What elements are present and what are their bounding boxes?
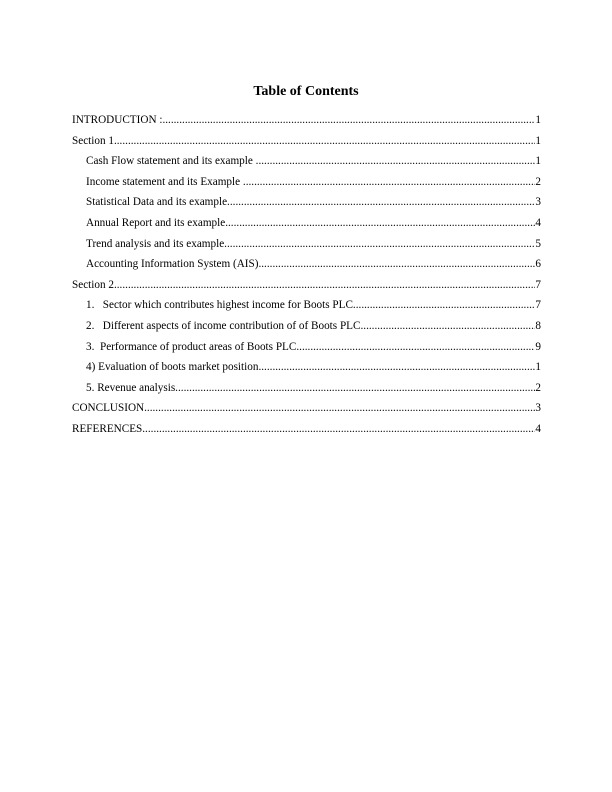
toc-entry-label: Section 1 [72, 134, 114, 147]
toc-entry-income-contribution-aspects[interactable] [72, 319, 541, 340]
toc-dot-leader [353, 298, 535, 312]
toc-entry-highest-income-sector[interactable] [72, 298, 541, 319]
toc-entry-page: 8 [535, 319, 541, 332]
toc-dot-leader [175, 381, 535, 395]
toc-entry-accounting-information-system[interactable] [72, 257, 541, 278]
toc-entry-label: 2. Different aspects of income contribution of of Boots PLC [86, 319, 361, 332]
toc-entry-conclusion[interactable] [72, 401, 541, 422]
toc-entry-label: REFERENCES [72, 422, 143, 435]
toc-entry-annual-report[interactable] [72, 216, 541, 237]
toc-entry-page: 1 [535, 155, 541, 168]
toc-entry-page: 3 [535, 402, 541, 415]
toc-entry-page: 1 [535, 114, 541, 126]
toc-dot-leader [144, 401, 535, 415]
toc-dot-leader [142, 422, 535, 436]
toc-entry-label: 5. Revenue analysis [86, 381, 176, 394]
toc-entry-label: Income statement and its Example [86, 175, 243, 188]
toc-entry-label: Annual Report and its example [86, 216, 226, 229]
toc-entry-statistical-data[interactable] [72, 195, 541, 216]
toc-entry-label: 3. Performance of product areas of Boots PLC [86, 340, 297, 353]
toc-title: Table of Contents [253, 84, 359, 99]
toc-dot-leader [162, 113, 535, 127]
toc-dot-leader [114, 278, 535, 292]
toc-entry-product-area-performance[interactable] [72, 340, 541, 361]
toc-entry-page: 7 [535, 278, 541, 291]
toc-entry-trend-analysis[interactable] [72, 237, 541, 258]
toc-entry-label: Cash Flow statement and its example [86, 155, 256, 168]
toc-list [72, 113, 541, 443]
toc-entry-page: 5 [535, 237, 541, 250]
toc-entry-page: 9 [535, 340, 541, 353]
toc-entry-references[interactable] [72, 422, 541, 443]
toc-dot-leader [225, 216, 535, 230]
toc-entry-page: 6 [535, 258, 541, 271]
toc-dot-leader [258, 360, 535, 374]
toc-dot-leader [114, 134, 535, 148]
toc-dot-leader [227, 195, 535, 209]
toc-dot-leader [360, 319, 535, 333]
toc-entry-section-2[interactable] [72, 278, 541, 299]
toc-entry-page: 1 [535, 361, 541, 374]
toc-entry-label: 4) Evaluation of boots market position [86, 361, 259, 374]
toc-entry-section-1[interactable] [72, 134, 541, 155]
toc-entry-page: 1 [535, 134, 541, 147]
toc-entry-label: Accounting Information System (AIS) [86, 258, 259, 271]
toc-entry-page: 2 [535, 175, 541, 188]
toc-entry-label: 1. Sector which contributes highest income for Boots PLC [86, 299, 353, 312]
toc-entry-label: Trend analysis and its example [86, 237, 225, 250]
toc-entry-page: 4 [535, 422, 541, 435]
toc-dot-leader [224, 237, 535, 251]
toc-entry-label: INTRODUCTION : [72, 114, 163, 126]
toc-entry-market-position-evaluation[interactable] [72, 360, 541, 381]
toc-entry-revenue-analysis[interactable] [72, 381, 541, 402]
toc-dot-leader [258, 257, 535, 271]
toc-entry-cash-flow-statement[interactable] [72, 154, 541, 175]
toc-entry-page: 7 [535, 299, 541, 312]
toc-entry-page: 2 [535, 381, 541, 394]
toc-entry-income-statement[interactable] [72, 175, 541, 196]
toc-entry-page: 3 [535, 196, 541, 209]
toc-dot-leader [296, 340, 535, 354]
toc-entry-label: Statistical Data and its example [86, 196, 228, 209]
toc-entry-page: 4 [535, 216, 541, 229]
toc-entry-label: Section 2 [72, 278, 114, 291]
toc-entry-label: CONCLUSION [72, 402, 145, 415]
toc-dot-leader [256, 154, 536, 168]
toc-entry-introduction[interactable] [72, 113, 541, 134]
toc-dot-leader [243, 175, 536, 189]
